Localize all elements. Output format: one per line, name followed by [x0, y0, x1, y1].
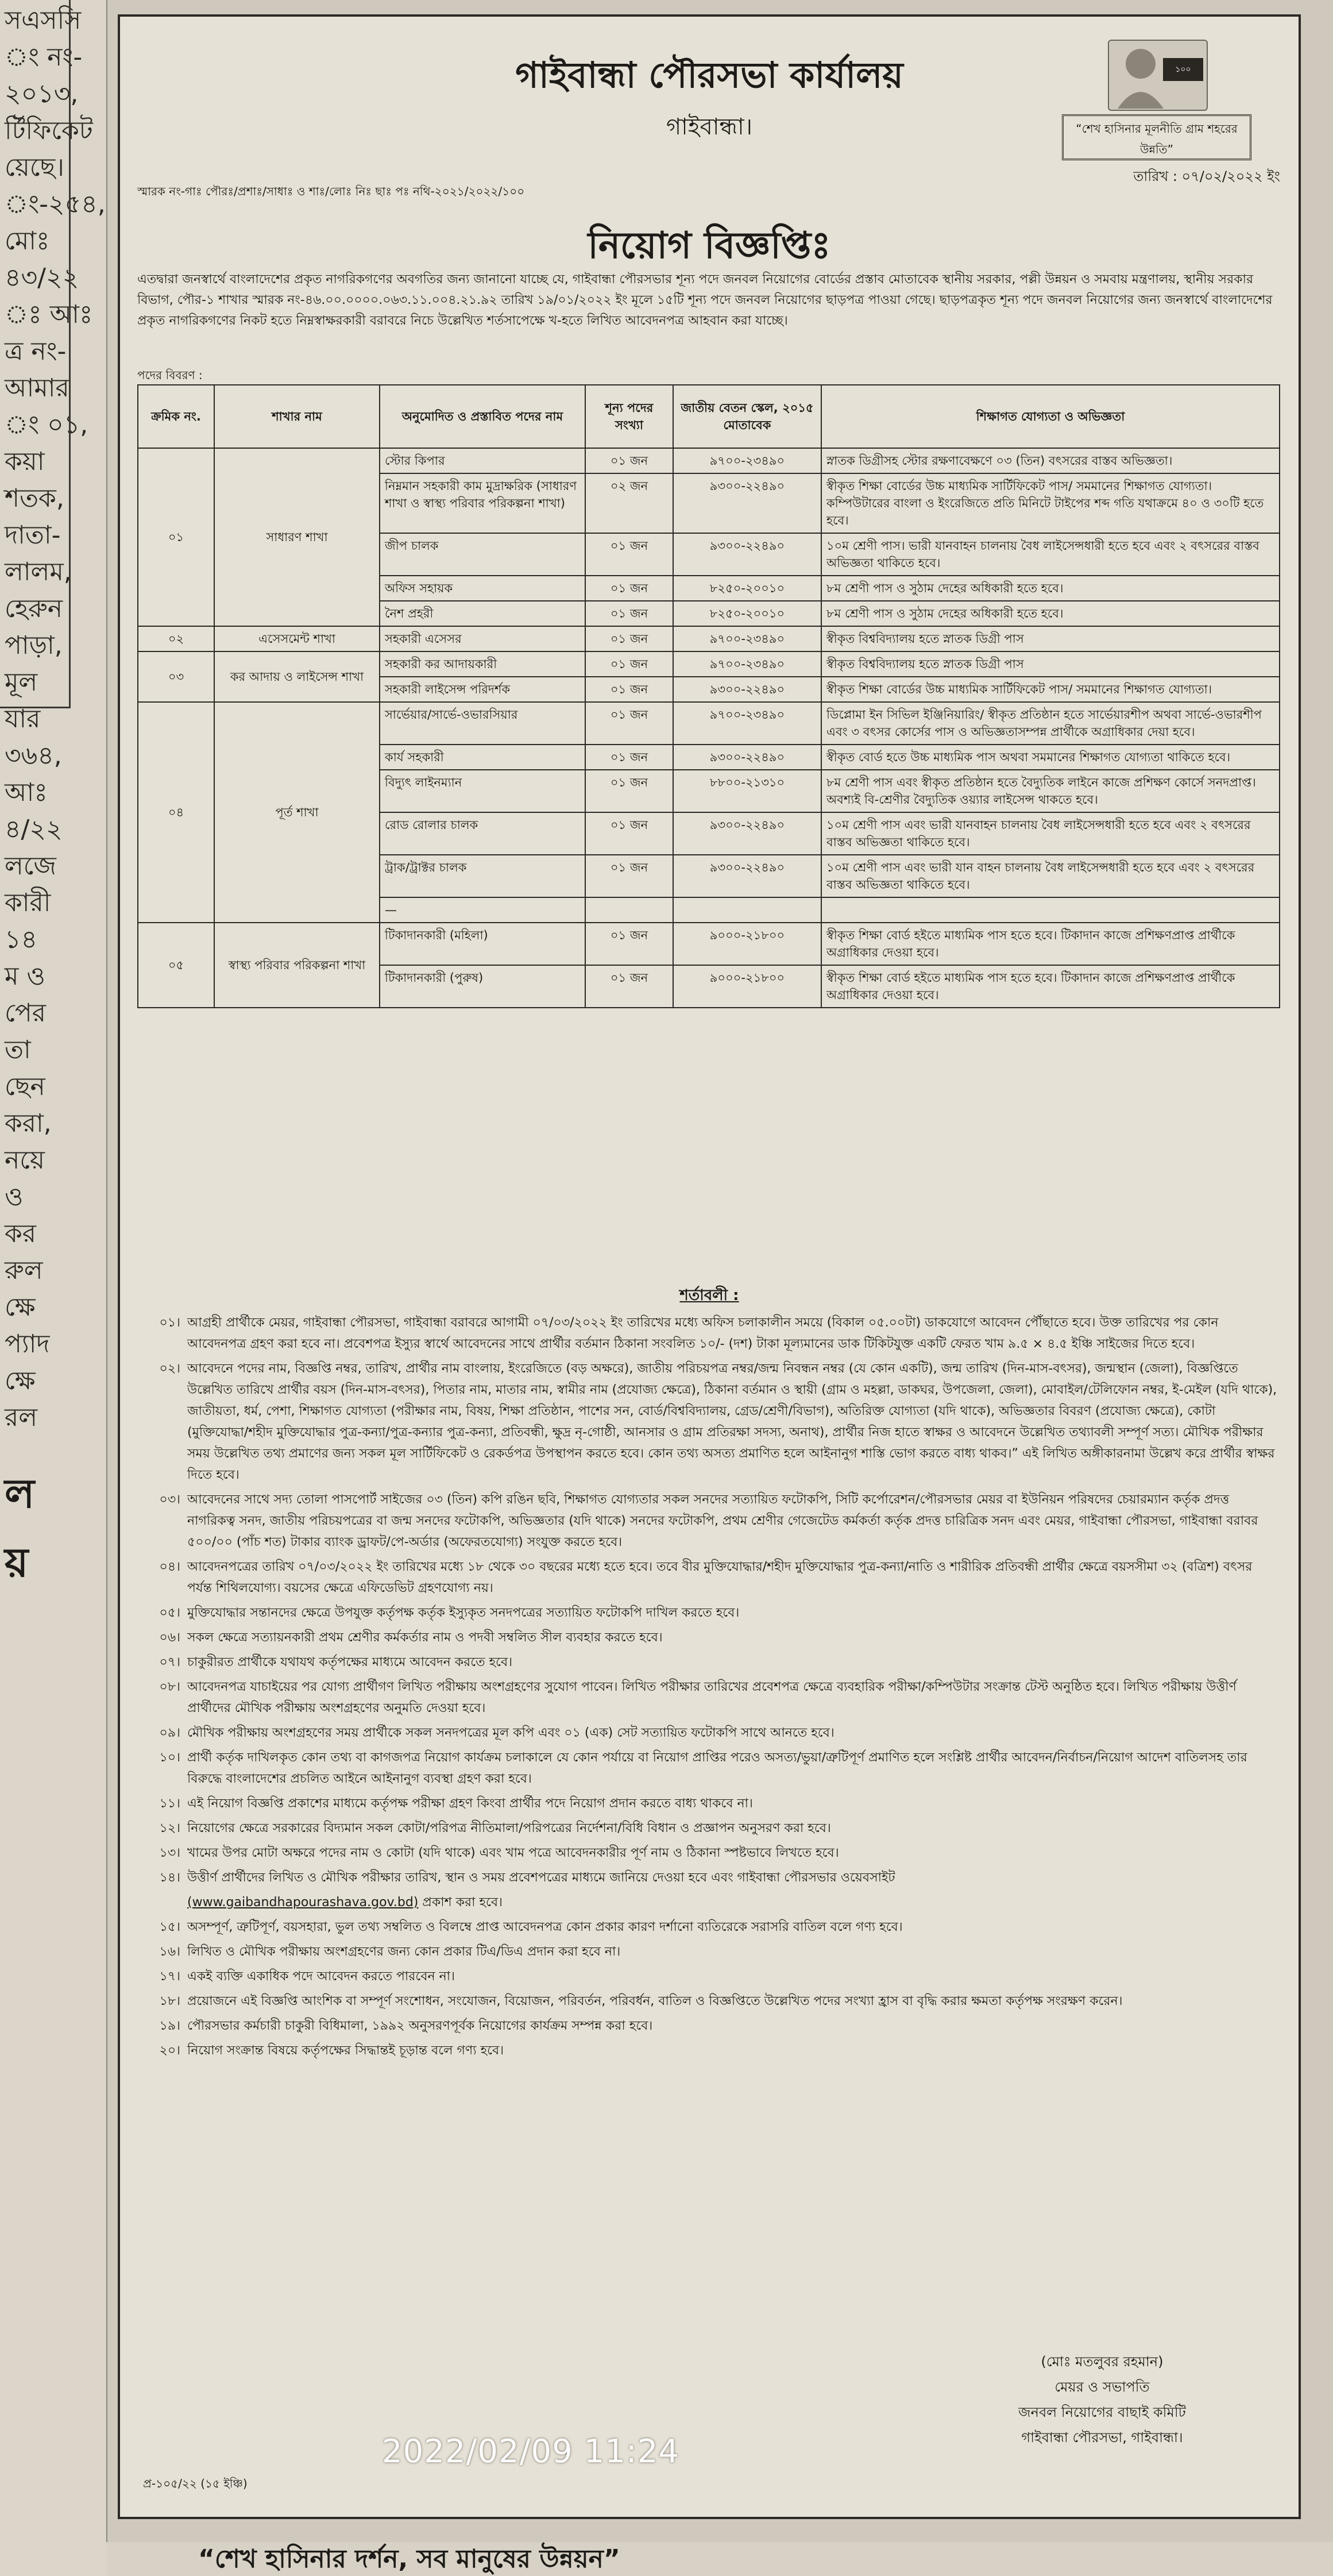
branch-cell: স্বাস্থ্য পরিবার পরিকল্পনা শাখা: [214, 923, 380, 1008]
branch-cell: কর আদায় ও লাইসেন্স শাখা: [214, 651, 380, 702]
adjacent-news-line: নয়ে: [5, 1146, 45, 1175]
col-branch: শাখার নাম: [214, 385, 380, 448]
condition-number: ১৪।: [159, 1871, 180, 1885]
adjacent-news-line: তা: [5, 1035, 31, 1065]
condition-number: ০৮।: [159, 1680, 180, 1694]
post-name-cell: নিম্নমান সহকারী কাম মুদ্রাক্ষরিক (সাধারণ শাখা ও স্বাস্থ্য পরিবার পরিকল্পনা শাখা): [380, 473, 585, 533]
qualification-cell: স্বীকৃত শিক্ষা বোর্ড হইতে মাধ্যমিক পাস হতে হবে। টিকাদান কাজে প্রশিক্ষণপ্রাপ্ত প্রার্থীকে অগ্রাধিকার দেওয়া হবে।: [821, 965, 1280, 1008]
adjacent-news-line: প্যাদ: [5, 1329, 50, 1359]
serial-cell: ০৩: [138, 651, 214, 702]
vacancy-count-cell: ০১ জন: [585, 745, 673, 770]
signatory-designation: মেয়র ও সভাপতি: [1054, 2379, 1150, 2395]
post-name-cell: সহকারী লাইসেন্স পরিদর্শক: [380, 677, 585, 702]
pay-scale-cell: ৯৭০০-২৩৪৯০: [673, 448, 821, 473]
pay-scale-cell: ৯৩০০-২২৪৯০: [673, 812, 821, 855]
qualification-cell: স্বীকৃত বোর্ড হতে উচ্চ মাধ্যমিক পাস অথবা সমমানের শিক্ষাগত যোগ্যতা থাকিতে হবে।: [821, 745, 1280, 770]
condition-number: ০১।: [159, 1316, 180, 1330]
condition-text: মৌখিক পরীক্ষায় অংশগ্রহণের সময় প্রার্থীকে সকল সনদপত্রের মূল কপি এবং ০১ (এক) সেট সত্যায়িত ফটোকপি সাথে আনতে হবে।: [187, 1726, 834, 1740]
pay-scale-cell: ৯৩০০-২২৪৯০: [673, 855, 821, 897]
condition-number: ১৯।: [159, 2019, 180, 2033]
condition-number: ১১।: [159, 1796, 180, 1811]
vacancy-count-cell: ০১ জন: [585, 576, 673, 601]
pay-scale-cell: ৯৩০০-২২৪৯০: [673, 745, 821, 770]
condition-item: [137, 1627, 1280, 1648]
condition-number: ১৮।: [159, 1994, 180, 2008]
qualification-cell: ১০ম শ্রেণী পাস। ভারী যানবাহন চালনায় বৈধ লাইসেন্সধারী হতে হবে এবং ২ বৎসরের বাস্তব অভিজ্ঞতা থাকিতে হবে।: [821, 533, 1280, 576]
condition-text: উত্তীর্ণ প্রার্থীদের লিখিত ও মৌখিক পরীক্ষার তারিখ, স্থান ও সময় প্রবেশপত্রের মাধ্যমে জানিয়ে দেওয়া হবে এবং গাইবান্ধা পৌরসভার ওয়েবসাইট: [187, 1871, 895, 1885]
vacancy-count-cell: ০১ জন: [585, 677, 673, 702]
post-name-cell: সহকারী এসেসর: [380, 626, 585, 651]
condition-item: [137, 1602, 1280, 1624]
condition-text: আবেদনপত্রের তারিখ ০৭/০৩/২০২২ ইং তারিখের মধ্যে ১৮ থেকে ৩০ বছরের মধ্যে হতে হবে। তবে বীর মুক্তিযোদ্ধার/শহীদ মুক্তিযোদ্ধার পুত্র-কন্যা/নাতি ও শারীরিক প্রতিবন্ধী প্রার্থীর ক্ষেত্রে বয়সসীমা ৩২ (বত্রিশ) বৎসর পর্যন্ত শিথিলযোগ্য। বয়সের ক্ষেত্রে এফিডেভিট গ্রহণযোগ্য নয়।: [187, 1560, 1253, 1595]
adjacent-news-line: যার: [5, 704, 41, 734]
condition-text: খামের উপর মোটা অক্ষরে পদের নাম ও কোটা (যদি থাকে) এবং খাম পত্রে আবেদনকারীর পূর্ণ নাম ও ঠিকানা স্পষ্টভাবে লিখতে হবে।: [187, 1846, 839, 1860]
vacancy-count-cell: ০১ জন: [585, 855, 673, 897]
signatory-committee: জনবল নিয়োগের বাছাই কমিটি: [1018, 2404, 1186, 2420]
condition-text: নিয়োগ সংক্রান্ত বিষয়ে কর্তৃপক্ষের সিদ্ধান্তই চূড়ান্ত বলে গণ্য হবে।: [187, 2043, 504, 2058]
condition-item: [137, 1867, 1280, 1888]
pay-scale-cell: ৯৭০০-২৩৪৯০: [673, 702, 821, 745]
pay-scale-cell: [673, 897, 821, 923]
bottom-slogan: “শেখ হাসিনার দর্শন, সব মানুষের উন্নয়ন”: [106, 2542, 1333, 2576]
adjacent-news-line: ক্ষে: [5, 1366, 36, 1395]
pay-scale-cell: ৯০০০-২১৮০০: [673, 965, 821, 1008]
portrait-image: [1108, 40, 1208, 111]
qualification-cell: ৮ম শ্রেণী পাস এবং স্বীকৃত প্রতিষ্ঠান হতে বৈদ্যুতিক লাইনে কাজে প্রশিক্ষণ কোর্সে সনদপ্রাপ্ত। অবশ্যই বি-শ্রেণীর বৈদ্যুতিক ওয়্যার লাইসেন্স থাকতে হবে।: [821, 770, 1280, 812]
condition-item: [137, 1747, 1280, 1790]
condition-item: [137, 1722, 1280, 1744]
signatory-name: (মোঃ মতলুবর রহমান): [1041, 2354, 1164, 2370]
pay-scale-cell: ৯৩০০-২২৪৯০: [673, 533, 821, 576]
condition-text: নিয়োগের ক্ষেত্রে সরকারের বিদ্যমান সকল কোটা/পরিপত্র নীতিমালা/পরিপত্রের নির্দেশনা/বিধি বিধান ও প্রজ্ঞাপন অনুসরণ করা হবে।: [187, 1821, 831, 1835]
vacancy-count-cell: ০১ জন: [585, 448, 673, 473]
condition-text: সকল ক্ষেত্রে সত্যায়নকারী প্রথম শ্রেণীর কর্মকর্তার নাম ও পদবী সম্বলিত সীল ব্যবহার করতে হবে।: [187, 1630, 663, 1645]
condition-text: আবেদনে পদের নাম, বিজ্ঞপ্তি নম্বর, তারিখ, প্রার্থীর নাম বাংলায়, ইংরেজিতে (বড় অক্ষরে), জাতীয় পরিচয়পত্র নম্বর/জন্ম নিবন্ধন নম্বর (যে কোন একটি), জন্ম তারিখ (দিন-মাস-বৎসর), জন্মস্থান (জেলা), বিজ্ঞপ্তিতে উল্লেখিত তারিখে প্রার্থীর বয়স (দিন-মাস-বৎসর), পিতার নাম, মাতার নাম, স্বামীর নাম (প্রযোজ্য ক্ষেত্রে), ঠিকানা বর্তমান ও স্থায়ী (গ্রাম ও মহল্লা, ডাকঘর, উপজেলা, জেলা), মোবাইল/টেলিফোন নম্বর, ই-মেইল (যদি থাকে), জাতীয়তা, ধর্ম, পেশা, শিক্ষাগত যোগ্যতা (পরীক্ষার নাম, বিষয়, শিক্ষা প্রতিষ্ঠান, পাশের সন, বোর্ড/বিশ্ববিদ্যালয়, গ্রেড/শ্রেণী/বিভাগ), অতিরিক্ত যোগ্যতা (যদি থাকে), অভিজ্ঞতার বিবরণ (প্রযোজ্য ক্ষেত্রে), কোটা (মুক্তিযোদ্ধা/শহীদ মুক্তিযোদ্ধার পুত্র-কন্যা/পুত্র-কন্যার পুত্র-কন্যা, প্রতিবন্ধী, ক্ষুদ্র নৃ-গোষ্ঠী, আনসার ও গ্রাম প্রতিরক্ষা সদস্য, অনাথ), প্রার্থীর নিজ হাতে স্বাক্ষর ও আবেদনে উল্লেখিত তথ্যাবলী সম্পূর্ণ সত্য। মৌখিক পরীক্ষার সময় উল্লেখিত তথ্য প্রমাণের জন্য সকল মূল সার্টিফিকেট ও রেকর্ডপত্র উপস্থাপন করতে হবে। কোন তথ্য অসত্য প্রমাণিত হলে আইনানুগ শাস্তি ভোগ করতে বাধ্য থাকব।” এই লিখিত অঙ্গীকারনামা উল্লেখ করে প্রার্থীর স্বাক্ষর দিতে হবে।: [187, 1362, 1277, 1482]
post-name-cell: নৈশ প্রহরী: [380, 601, 585, 626]
condition-item: [137, 2040, 1280, 2061]
condition-number: ১৬।: [159, 1945, 180, 1959]
photo-timestamp: 2022/02/09 11:24: [382, 2433, 679, 2470]
adjacent-news-line: পাড়া,: [5, 631, 63, 660]
condition-number: ১৩।: [159, 1846, 180, 1860]
condition-text: পৌরসভার কর্মচারী চাকুরী বিধিমালা, ১৯৯২ অনুসরণপূর্বক নিয়োগের কার্যক্রম সম্পন্ন করা হবে।: [187, 2019, 653, 2033]
qualification-cell: স্বীকৃত শিক্ষা বোর্ডের উচ্চ মাধ্যমিক সার্টিফিকেট পাস/ সমমানের শিক্ষাগত যোগ্যতা।: [821, 677, 1280, 702]
post-name-cell: অফিস সহায়ক: [380, 576, 585, 601]
condition-text: আগ্রহী প্রার্থীকে মেয়র, গাইবান্ধা পৌরসভা, গাইবান্ধা বরাবরে আগামী ০৭/০৩/২০২২ ইং তারিখের মধ্যে অফিস চলাকালীন সময়ে (বিকাল ০৫.০০টা) ডাকযোগে আবেদন পৌঁছাতে হবে। উক্ত তারিখের পর কোন আবেদনপত্র গ্রহণ করা হবে না। প্রবেশপত্র ইস্যুর স্বার্থে আবেদনের সাথে প্রার্থীর বর্তমান ঠিকানা সংবলিত ১০/- (দশ) টাকা মূল্যমানের ডাক টিকিটযুক্ত একটি ফেরত খাম ৯.৫ × ৪.৫ ইঞ্চি সাইজের দিতে হবে।: [187, 1316, 1219, 1351]
adjacent-news-line: ১৪: [5, 925, 38, 954]
condition-text-with-link: [187, 1892, 1280, 1913]
conditions-list: [137, 1312, 1280, 2065]
branch-cell: সাধারণ শাখা: [214, 448, 380, 626]
adjacent-news-line: রুল: [5, 1256, 43, 1285]
motto-box: “শেখ হাসিনার মূলনীতি গ্রাম শহরের উন্নতি”: [1062, 114, 1251, 160]
post-name-cell: সহকারী কর আদায়কারী: [380, 651, 585, 677]
notice-heading: নিয়োগ বিজ্ঞপ্তিঃ: [588, 224, 831, 267]
adjacent-news-headline-char: য়: [5, 1538, 29, 1586]
condition-number: ১২।: [159, 1821, 180, 1835]
condition-item: [137, 1991, 1280, 2012]
pay-scale-cell: ৮২৫০-২০০১০: [673, 576, 821, 601]
adjacent-news-line: পের: [5, 998, 46, 1028]
pay-scale-cell: ৯৩০০-২২৪৯০: [673, 677, 821, 702]
table-row: [138, 702, 1280, 745]
pay-scale-cell: ৮২৫০-২০০১০: [673, 601, 821, 626]
pay-scale-cell: ৯৩০০-২২৪৯০: [673, 473, 821, 533]
vacancy-table: [137, 384, 1280, 1008]
post-name-cell: সার্ভেয়ার/সার্ভে-ওভারসিয়ার: [380, 702, 585, 745]
condition-item: [137, 1358, 1280, 1486]
post-name-cell: রোড রোলার চালক: [380, 812, 585, 855]
qualification-cell: ৮ম শ্রেণী পাস ও সুঠাম দেহের অধিকারী হতে হবে।: [821, 576, 1280, 601]
conditions-title: শর্তাবলী :: [679, 1287, 739, 1304]
adjacent-news-line: ং নং-: [5, 43, 83, 72]
condition-text: লিখিত ও মৌখিক পরীক্ষায় অংশগ্রহণের জন্য কোন প্রকার টিএ/ডিএ প্রদান করা হবে না।: [187, 1945, 621, 1959]
vacancy-count-cell: ০১ জন: [585, 702, 673, 745]
post-detail-label: পদের বিবরণ :: [137, 368, 203, 382]
office-title: গাইবান্ধা পৌরসভা কার্যালয়: [515, 54, 903, 96]
adjacent-news-line: কারী: [5, 888, 51, 917]
serial-cell: ০২: [138, 626, 214, 651]
adjacent-news-line: সএসসি: [5, 6, 82, 35]
vacancy-count-cell: ০১ জন: [585, 770, 673, 812]
adjacent-news-line: লালম,: [5, 557, 72, 587]
recruitment-notice: [118, 14, 1301, 2519]
adjacent-news-line: ং-২৫৪,: [5, 190, 106, 219]
adjacent-news-line: ৪/২২: [5, 815, 63, 844]
adjacent-news-line: রল: [5, 1403, 37, 1432]
notice-date: তারিখ : ০৭/০২/২০২২ ইং: [1133, 168, 1280, 184]
table-row: [138, 626, 1280, 651]
condition-item: [137, 1892, 1280, 1913]
condition-text: প্রয়োজনে এই বিজ্ঞপ্তি আংশিক বা সম্পূর্ণ সংশোধন, সংযোজন, বিয়োজন, পরিবর্তন, পরিবর্ধন, বাতিল ও বিজ্ঞপ্তিতে উল্লেখিত পদের সংখ্যা হ্রাস বা বৃদ্ধি করার ক্ষমতা কর্তৃপক্ষ সংরক্ষণ করেন।: [187, 1994, 1123, 2008]
adjacent-news-line: শতক,: [5, 484, 64, 513]
condition-item: [137, 1966, 1280, 1987]
qualification-cell: ১০ম শ্রেণী পাস এবং ভারী যানবাহন চালনায় বৈধ লাইসেন্সধারী হতে হবে এবং ২ বৎসরের বাস্তব অভিজ্ঞতা থাকিতে হবে।: [821, 812, 1280, 855]
notice-intro: এতদ্বারা জনস্বার্থে বাংলাদেশের প্রকৃত নাগরিকগণের অবগতির জন্য জানানো যাচ্ছে যে, গাইবান্ধা পৌরসভার শূন্য পদে জনবল নিয়োগের বোর্ডের প্রস্তাব মোতাবেক স্থানীয় সরকার, পল্লী উন্নয়ন ও সমবায় মন্ত্রণালয়, স্থানীয় সরকার বিভাগ, পৌর-১ শাখার স্মারক নং-৪৬.০০.০০০০.০৬৩.১১.০০৪.২১.৯২ তারিখ ১৯/০১/২০২২ ইং মূলে ১৫টি শূন্য পদে জনবল নিয়োগের ছাড়পত্র পাওয়া গেছে। ছাড়পত্রকৃত শূন্য পদে জনবল নিয়োগের জন্য জনস্বার্থে বাংলাদেশের প্রকৃত নাগরিকগণের নিকট হতে নিম্নস্বাক্ষরকারী বরাবরে নিচে উল্লেখিত শর্তসাপেক্ষে খ-হতে লিখিত আবেদনপত্র আহবান করা যাচ্ছে।: [137, 272, 1273, 328]
vacancy-count-cell: ০২ জন: [585, 473, 673, 533]
col-qualification: শিক্ষাগত যোগ্যতা ও অভিজ্ঞতা: [821, 385, 1280, 448]
condition-number: ০৩।: [159, 1493, 180, 1507]
condition-text: এই নিয়োগ বিজ্ঞপ্তি প্রকাশের মাধ্যমে কর্তৃপক্ষ পরীক্ষা গ্রহণ কিংবা প্রার্থীর পদে নিয়োগ প্রদান করতে বাধ্য থাকবে না।: [187, 1796, 753, 1811]
condition-item: [137, 1312, 1280, 1355]
condition-text: প্রার্থী কর্তৃক দাখিলকৃত কোন তথ্য বা কাগজপত্র নিয়োগ কার্যক্রম চলাকালে যে কোন পর্যায়ে বা নিয়োগ প্রাপ্তির পরেও অসত্য/ভুয়া/ত্রুটিপূর্ণ প্রমাণিত হলে সংশ্লিষ্ট প্রার্থীর আবেদন/নির্বাচন/নিয়োগ আদেশ বাতিলসহ তার বিরুদ্ধে বাংলাদেশের প্রচলিত আইনে আইনানুগ ব্যবস্থা গ্রহণ করা হবে।: [187, 1750, 1247, 1786]
adjacent-news-line: ৩৬৪,: [5, 741, 62, 770]
pay-scale-cell: ৯০০০-২১৮০০: [673, 923, 821, 965]
adjacent-news-line: ঃ আঃ: [5, 300, 93, 329]
qualification-cell: [821, 897, 1280, 923]
qualification-cell: ৮ম শ্রেণী পাস ও সুঠাম দেহের অধিকারী হতে হবে।: [821, 601, 1280, 626]
table-row: [138, 448, 1280, 473]
post-name-cell: টিকাদানকারী (পুরুষ): [380, 965, 585, 1008]
adjacent-news-line: ং ০১,: [5, 410, 88, 439]
adjacent-news-line: ত্র নং-: [5, 337, 67, 366]
col-post: অনুমোদিত ও প্রস্তাবিত পদের নাম: [380, 385, 585, 448]
serial-cell: ০১: [138, 448, 214, 626]
table-row: [138, 651, 1280, 677]
post-name-cell: বিদ্যুৎ লাইনম্যান: [380, 770, 585, 812]
condition-item: [137, 1818, 1280, 1839]
adjacent-news-column: [0, 0, 107, 2576]
condition-number: ১০।: [159, 1750, 180, 1765]
adjacent-news-box: [0, 0, 71, 708]
post-name-cell: স্টোর কিপার: [380, 448, 585, 473]
condition-item: [137, 1556, 1280, 1599]
serial-cell: ০৫: [138, 923, 214, 1008]
condition-number: [137, 1892, 187, 1913]
adjacent-news-line: য়েছে।: [5, 153, 64, 182]
qualification-cell: ১০ম শ্রেণী পাস এবং ভারী যান বাহন চালনায় বৈধ লাইসেন্সধারী হতে হবে এবং ২ বৎসরের বাস্তব অভিজ্ঞতা থাকিতে হবে।: [821, 855, 1280, 897]
branch-cell: পূর্ত শাখা: [214, 702, 380, 923]
condition-item: [137, 2015, 1280, 2037]
qualification-cell: স্বীকৃত শিক্ষা বোর্ড হইতে মাধ্যমিক পাস হতে হবে। টিকাদান কাজে প্রশিক্ষণপ্রাপ্ত প্রার্থীকে অগ্রাধিকার দেওয়া হবে।: [821, 923, 1280, 965]
post-name-cell: জীপ চালক: [380, 533, 585, 576]
post-name-cell: টিকাদানকারী (মহিলা): [380, 923, 585, 965]
mujib-logo-icon: ১০০: [1163, 58, 1203, 81]
adjacent-news-line: আঃ: [5, 778, 48, 807]
adjacent-news-line: ৪৩/২২: [5, 263, 79, 292]
condition-item: [137, 1842, 1280, 1864]
qualification-cell: স্বীকৃত শিক্ষা বোর্ডের উচ্চ মাধ্যমিক সার্টিফিকেট পাস/ সমমানের শিক্ষাগত যোগ্যতা। কম্পিউটারের বাংলা ও ইংরেজিতে প্রতি মিনিটে টাইপের শব্দ গতি যথাক্রমে ৪০ ও ৩০টি হতে হবে।: [821, 473, 1280, 533]
condition-item: [137, 1793, 1280, 1814]
condition-item: [137, 1916, 1280, 1938]
vacancy-count-cell: ০১ জন: [585, 965, 673, 1008]
vacancy-count-cell: ০১ জন: [585, 812, 673, 855]
condition-item: [137, 1489, 1280, 1553]
post-name-cell: —: [380, 897, 585, 923]
condition-number: ০৬।: [159, 1630, 180, 1645]
condition-text: আবেদনের সাথে সদ্য তোলা পাসপোর্ট সাইজের ০৩ (তিন) কপি রঙিন ছবি, শিক্ষাগত যোগ্যতার সকল সনদের সত্যায়িত ফটোকপি, সিটি কর্পোরেশন/পৌরসভার মেয়র বা ইউনিয়ন পরিষদের চেয়ারম্যান কর্তৃক প্রদত্ত নাগরিকত্ব সনদ, জাতীয় পরিচয়পত্রের বা জন্ম সনদের ফটোকপি, অভিজ্ঞতার (যদি থাকে) সনদের ফটোকপি, প্রথম শ্রেণীর গেজেটেড কর্মকর্তা কর্তৃক প্রদত্ত চারিত্রিক সনদ এবং মেয়র, গাইবান্ধা পৌরসভা, গাইবান্ধা বরাবর ৫০০/০০ (পাঁচ শত) টাকার ব্যাংক ড্রাফট/পে-অর্ডার (অফেরতযোগ্য) সংযুক্ত করতে হবে।: [187, 1493, 1258, 1549]
adjacent-news-line: মোঃ: [5, 226, 50, 256]
pay-scale-cell: ৯৭০০-২৩৪৯০: [673, 651, 821, 677]
vacancy-table-body: [138, 448, 1280, 1008]
vacancy-count-cell: [585, 897, 673, 923]
adjacent-news-line: ম ও: [5, 962, 45, 991]
adjacent-news-line: করা,: [5, 1109, 52, 1138]
condition-number: ২০।: [159, 2043, 180, 2058]
condition-number: ০৫।: [159, 1606, 180, 1620]
post-name-cell: ট্রাক/ট্রাক্টর চালক: [380, 855, 585, 897]
col-vacancy-count: শূন্য পদের সংখ্যা: [585, 385, 673, 448]
branch-cell: এসেসমেন্ট শাখা: [214, 626, 380, 651]
signature-block: [947, 2349, 1257, 2450]
adjacent-news-line: ও: [5, 1182, 24, 1212]
adjacent-news-line: আমার: [5, 373, 69, 403]
post-name-cell: কার্য সহকারী: [380, 745, 585, 770]
adjacent-news-line: মূল: [5, 668, 38, 697]
vacancy-count-cell: ০১ জন: [585, 626, 673, 651]
adjacent-news-line: ক্ষে: [5, 1293, 36, 1322]
adjacent-news-line: দাতা-: [5, 520, 61, 550]
memo-reference: স্মারক নং-গাঃ পৌরঃ/প্রশাঃ/সাধাঃ ও শাঃ/লোঃ নিঃ ছাঃ পঃ নথি-২০২১/২০২২/১০০: [137, 184, 525, 198]
vacancy-count-cell: ০১ জন: [585, 923, 673, 965]
condition-number: ১৭।: [159, 1969, 180, 1984]
qualification-cell: স্বীকৃত বিশ্ববিদ্যালয় হতে স্নাতক ডিগ্রী পাস: [821, 651, 1280, 677]
adjacent-news-line: লজে: [5, 851, 56, 881]
condition-number: ০৯।: [159, 1726, 180, 1740]
condition-text: চাকুরীরত প্রার্থীকে যথাযথ কর্তৃপক্ষের মাধ্যমে আবেদন করতে হবে।: [187, 1655, 513, 1669]
website-link[interactable]: (www.gaibandhapourashava.gov.bd): [187, 1895, 419, 1910]
table-row: [138, 923, 1280, 965]
condition-item: [137, 1941, 1280, 1962]
qualification-cell: স্বীকৃত বিশ্ববিদ্যালয় হতে স্নাতক ডিগ্রী পাস: [821, 626, 1280, 651]
adjacent-news-line: ছেন: [5, 1072, 45, 1101]
condition-text: মুক্তিযোদ্ধার সন্তানদের ক্ষেত্রে উপযুক্ত কর্তৃপক্ষ কর্তৃক ইস্যুকৃত সনদপত্রের সত্যায়িত ফটোকপি দাখিল করতে হবে।: [187, 1606, 740, 1620]
adjacent-news-headline: [0, 1459, 106, 1597]
serial-cell: ০৪: [138, 702, 214, 923]
condition-number: ০৭।: [159, 1655, 180, 1669]
condition-number: ১৫।: [159, 1920, 180, 1934]
adjacent-news-line: কর: [5, 1219, 36, 1248]
adjacent-news-line: ২০১৩,: [5, 79, 79, 109]
adjacent-news-headline-char: ল: [5, 1470, 35, 1517]
condition-text: অসম্পূর্ণ, ত্রুটিপূর্ণ, বয়সহারা, ভুল তথ্য সম্বলিত ও বিলম্বে প্রাপ্ত আবেদনপত্র কোন প্রকার কারণ দর্শানো ব্যতিরেকে সরাসরি বাতিল বলে গণ্য হবে।: [187, 1920, 903, 1934]
adjacent-news-line: হেরুন: [5, 594, 63, 623]
pay-scale-cell: ৯৭০০-২৩৪৯০: [673, 626, 821, 651]
vacancy-count-cell: ০১ জন: [585, 651, 673, 677]
condition-text: প্রকাশ করা হবে।: [422, 1895, 503, 1910]
condition-text: একই ব্যক্তি একাধিক পদে আবেদন করতে পারবেন না।: [187, 1969, 455, 1984]
qualification-cell: স্নাতক ডিগ্রীসহ স্টোর রক্ষণাবেক্ষণে ০৩ (তিন) বৎসরের বাস্তব অভিজ্ঞতা।: [821, 448, 1280, 473]
condition-number: ০২।: [159, 1362, 180, 1376]
qualification-cell: ডিপ্লোমা ইন সিভিল ইঞ্জিনিয়ারিং/ স্বীকৃত প্রতিষ্ঠান হতে সার্ভেয়ারশীপ অথবা সার্ভে-ওভারশীপ এবং ৩ বৎসর কোর্সের পাস ও অভিজ্ঞতাসম্পন্ন প্রার্থীকে অগ্রাধিকার দেয়া হবে।: [821, 702, 1280, 745]
col-pay-scale: জাতীয় বেতন স্কেল, ২০১৫ মোতাবেক: [673, 385, 821, 448]
office-location: গাইবান্ধা।: [666, 114, 753, 140]
adjacent-news-line: কয়া: [5, 447, 45, 476]
condition-item: [137, 1652, 1280, 1673]
vacancy-count-cell: ০১ জন: [585, 533, 673, 576]
col-serial: ক্রমিক নং.: [138, 385, 214, 448]
pay-scale-cell: ৮৮০০-২১৩১০: [673, 770, 821, 812]
condition-text: আবেদনপত্র যাচাইয়ের পর যোগ্য প্রার্থীগণ লিখিত পরীক্ষায় অংশগ্রহণের সুযোগ পাবেন। লিখিত পরীক্ষার তারিখের প্রবেশপত্র ক্ষেত্রে ব্যবহারিক পরীক্ষা/কম্পিউটার সংক্রান্ত টেস্ট অনুষ্ঠিত হবে। লিখিত পরীক্ষায় উত্তীর্ণ প্রার্থীদের মৌখিক পরীক্ষায় অংশগ্রহণের অনুমতি দেওয়া হবে।: [187, 1680, 1237, 1715]
publication-code: প্র-১০৫/২২ (১৫ ইঞ্চি): [143, 2477, 248, 2490]
table-header-row: [138, 385, 1280, 448]
condition-item: [137, 1676, 1280, 1719]
adjacent-news-line: র্টিফিকেট: [5, 116, 93, 145]
condition-number: ০৪।: [159, 1560, 180, 1574]
signatory-office: গাইবান্ধা পৌরসভা, গাইবান্ধা।: [1021, 2430, 1183, 2446]
vacancy-count-cell: ০১ জন: [585, 601, 673, 626]
